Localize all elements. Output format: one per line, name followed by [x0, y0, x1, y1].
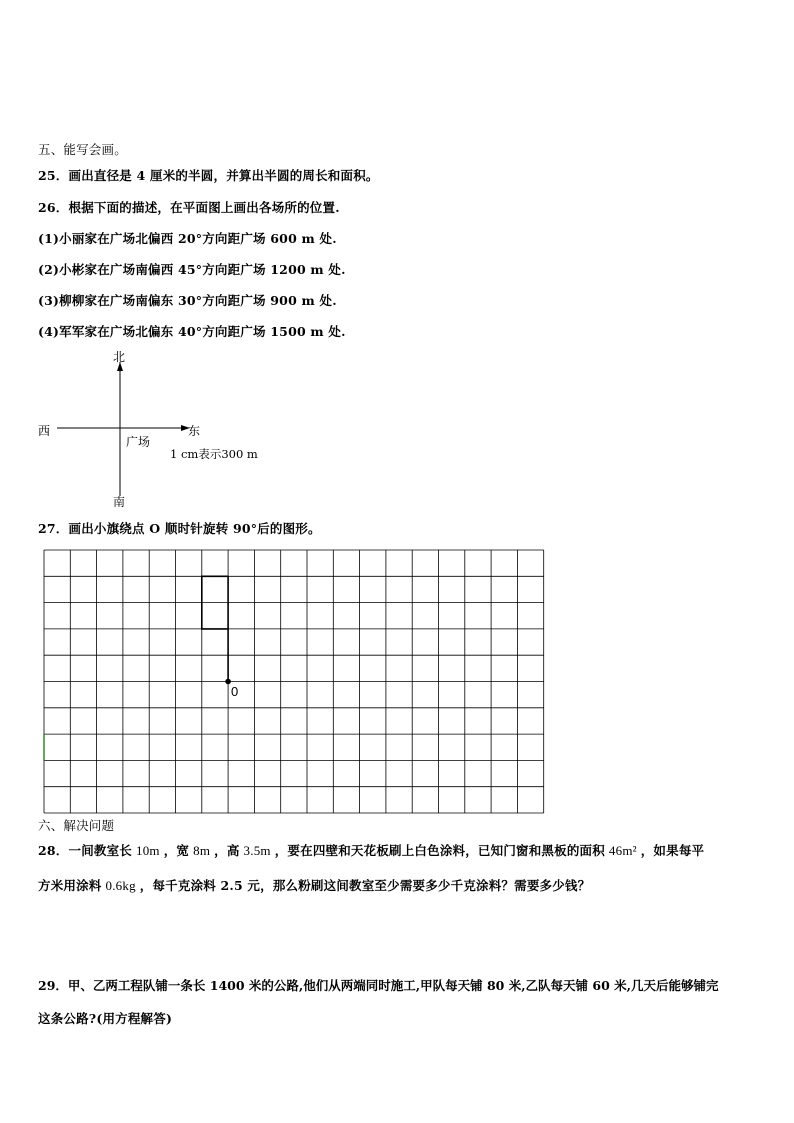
compass-west-label: 西 [38, 424, 51, 438]
question-26-item-4: (4)军军家在广场北偏东 40°方向距广场 1500 m 处. [38, 324, 346, 339]
q28-height: 3.5m [243, 843, 271, 858]
q28-text-1: 28．一间教室长 [38, 843, 132, 858]
q28-text-6: 方米用涂料 [38, 878, 102, 893]
question-26-item-2: (2)小彬家在广场南偏西 45°方向距广场 1200 m 处. [38, 262, 346, 277]
compass-east-label: 东 [188, 424, 201, 438]
question-26: 26．根据下面的描述，在平面图上画出各场所的位置. [38, 200, 340, 215]
question-26-item-1: (1)小丽家在广场北偏西 20°方向距广场 600 m 处. [38, 231, 337, 246]
question-25: 25．画出直径是 4 厘米的半圆，并算出半圆的周长和面积。 [38, 168, 379, 183]
question-28-line-1 [38, 843, 704, 859]
q28-text-3: ，高 [214, 843, 240, 858]
q28-width: 8m [193, 843, 211, 858]
q28-text-4: ，要在四壁和天花板刷上白色涂料，已知门窗和黑板的面积 [274, 843, 605, 858]
q28-text-2: ，宽 [163, 843, 190, 858]
q28-text-7: ，每千克涂料 2.5 元，那么粉刷这间教室至少需要多少千克涂料？需要多少钱？ [139, 878, 591, 893]
compass-scale-label: 1 cm表示300 m [170, 447, 258, 461]
question-28-line-2 [38, 878, 590, 894]
q28-area: 46m² [608, 843, 637, 858]
q28-text-5: ，如果每平 [640, 843, 705, 858]
question-29-line-2: 这条公路?(用方程解答) [38, 1011, 173, 1026]
section-6-heading: 六、解决问题 [38, 818, 115, 833]
question-26-item-3: (3)柳柳家在广场南偏东 30°方向距广场 900 m 处. [38, 293, 337, 308]
question-29-line-1: 29．甲、乙两工程队铺一条长 1400 米的公路,他们从两端同时施工,甲队每天铺 80 米,乙队每天铺 60 米,几天后能够铺完 [38, 978, 719, 993]
compass-south-label: 南 [113, 495, 126, 509]
q28-paint-rate: 0.6kg [105, 878, 136, 893]
q28-length: 10m [136, 843, 160, 858]
compass-center-label: 广场 [126, 435, 151, 449]
section-5-heading: 五、能写会画。 [38, 142, 127, 157]
compass-north-label: 北 [113, 350, 126, 364]
pivot-point-label: 0 [231, 684, 239, 699]
question-27: 27．画出小旗绕点 O 顺时针旋转 90°后的图形。 [38, 521, 321, 536]
